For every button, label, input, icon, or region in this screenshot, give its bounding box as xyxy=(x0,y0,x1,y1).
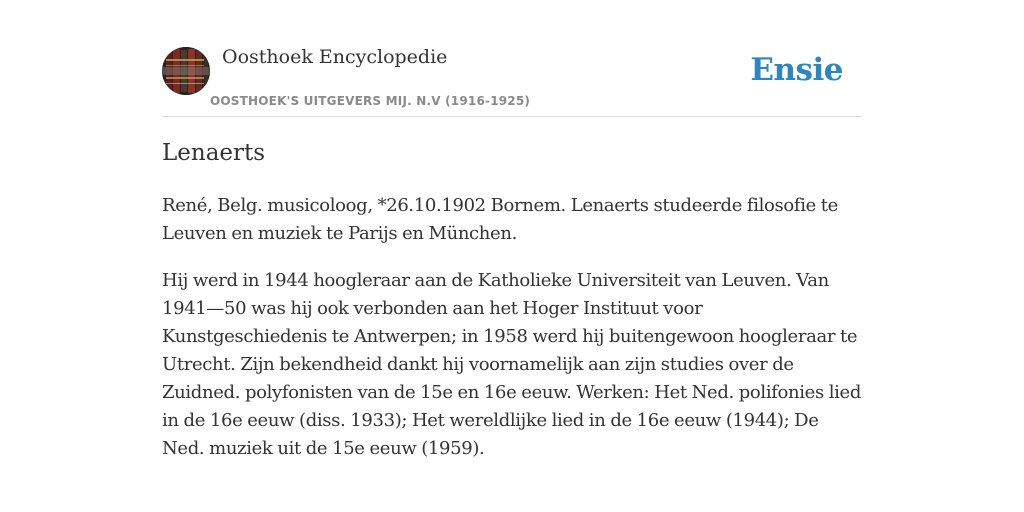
source-header xyxy=(162,0,862,117)
ensie-logo[interactable]: Ensie xyxy=(750,52,843,88)
entry-paragraph: René, Belg. musicoloog, *26.10.1902 Bornem. Lenaerts studeerde filosofie te Leuven en muziek te Parijs en München. xyxy=(162,195,838,244)
source-subtitle: OOSTHOEK'S UITGEVERS MIJ. N.V (1916-1925) xyxy=(210,94,531,108)
page-container xyxy=(162,0,862,459)
book-spines-avatar-icon[interactable] xyxy=(162,47,210,95)
entry-title: Lenaerts xyxy=(162,140,266,166)
source-title[interactable]: Oosthoek Encyclopedie xyxy=(222,46,448,68)
entry-paragraph: Hij werd in 1944 hoogleraar aan de Katholieke Universiteit van Leuven. Van 1941—50 was hij ook verbonden aan het Hoger Instituut voor Kunstgeschiedenis te Antwerpen; in 1958 werd hij buitengewoon hoogleraar te Utrecht. Zijn bekendheid dankt hij voornamelijk aan zijn studies over de Zuidned. polyfonisten van de 15e en 16e eeuw. Werken: Het Ned. polifonies lied in de 16e eeuw (diss. 1933); Het wereldlijke lied in de 16e eeuw (1944); De Ned. muziek uit de 15e eeuw (1959). xyxy=(162,270,862,459)
entry-body xyxy=(162,192,862,482)
